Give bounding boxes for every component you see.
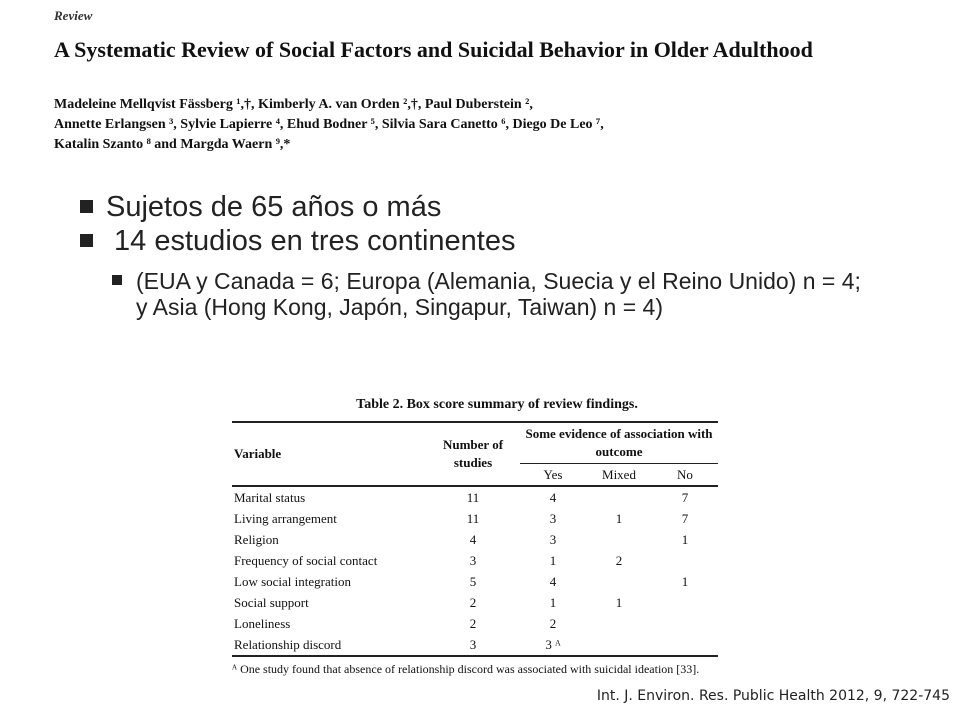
cell-mixed (586, 634, 652, 656)
paper-authors (54, 95, 914, 155)
cell-no (652, 634, 718, 656)
cell-yes: 1 (549, 594, 557, 610)
table-caption: Table 2. Box score summary of review findings. (356, 397, 638, 412)
cell-variable: Marital status (234, 489, 306, 505)
table-row (232, 592, 718, 613)
cell-number: 11 (466, 510, 480, 526)
cell-yes: 4 (549, 573, 557, 589)
authors-line-3: Katalin Szanto ⁸ and Margda Waern ⁹,* (54, 137, 291, 152)
cell-variable: Religion (234, 531, 279, 547)
square-bullet-icon (112, 275, 122, 285)
cell-no (652, 550, 718, 571)
table-row (232, 550, 718, 571)
cell-number: 11 (466, 489, 480, 505)
cell-yes: 1 (549, 552, 557, 568)
cell-no: 1 (681, 531, 689, 547)
cell-mixed (586, 529, 652, 550)
cell-variable: Social support (234, 594, 309, 610)
cell-no: 7 (681, 489, 689, 505)
header-evidence: Some evidence of association with outcome (520, 422, 718, 464)
findings-table-figure (232, 397, 722, 677)
cell-mixed: 2 (615, 552, 623, 568)
bullet-item (76, 190, 876, 224)
cell-variable: Low social integration (234, 573, 351, 589)
header-yes: Yes (543, 466, 563, 482)
bullet-list (76, 190, 876, 320)
cell-variable: Loneliness (234, 615, 291, 631)
cell-yes: 3 (549, 510, 557, 526)
bullet-item (76, 224, 876, 258)
header-number-of-studies: Number of studies (442, 437, 504, 470)
table-row (232, 486, 718, 508)
review-tag: Review (54, 8, 93, 23)
cell-mixed (586, 613, 652, 634)
bullet-text: 14 estudios en tres continentes (106, 225, 516, 257)
cell-no (652, 592, 718, 613)
header-variable: Variable (234, 446, 282, 461)
cell-variable: Living arrangement (234, 510, 337, 526)
cell-mixed (586, 571, 652, 592)
table-row (232, 508, 718, 529)
cell-no: 7 (681, 510, 689, 526)
cell-mixed (586, 486, 652, 508)
authors-line-1: Madeleine Mellqvist Fässberg ¹,†, Kimberly A. van Orden ²,†, Paul Duberstein ², (54, 97, 533, 112)
sub-bullet-text: (EUA y Canada = 6; Europa (Alemania, Suecia y el Reino Unido) n = 4; y Asia (Hong Kong, Japón, Singapur, Taiwan) n = 4) (136, 268, 861, 320)
cell-number: 3 (469, 636, 477, 652)
table-footnote: ᴬ One study found that absence of relationship discord was associated with suicidal ideation [33]. (232, 662, 700, 676)
cell-number: 3 (469, 552, 477, 568)
cell-mixed: 1 (615, 510, 623, 526)
table-row (232, 571, 718, 592)
bullet-text: Sujetos de 65 años o más (106, 191, 442, 223)
table-row (232, 634, 718, 656)
cell-no (652, 613, 718, 634)
table-row (232, 613, 718, 634)
cell-yes: 3 (549, 531, 557, 547)
square-bullet-icon (80, 200, 93, 213)
authors-line-2: Annette Erlangsen ³, Sylvie Lapierre ⁴, Ehud Bodner ⁵, Silvia Sara Canetto ⁶, Diego De Leo ⁷, (54, 117, 604, 132)
header-mixed: Mixed (602, 466, 636, 482)
table-row (232, 529, 718, 550)
cell-no: 1 (681, 573, 689, 589)
cell-yes: 2 (549, 615, 557, 631)
cell-mixed: 1 (615, 594, 623, 610)
cell-number: 2 (469, 615, 477, 631)
cell-number: 2 (469, 594, 477, 610)
paper-title: A Systematic Review of Social Factors and Suicidal Behavior in Older Adulthood (54, 37, 813, 62)
cell-yes: 4 (549, 489, 557, 505)
square-bullet-icon (80, 234, 93, 247)
cell-variable: Frequency of social contact (234, 552, 378, 568)
citation: Int. J. Environ. Res. Public Health 2012, 9, 722-745 (596, 688, 950, 704)
findings-table (232, 421, 718, 657)
cell-variable: Relationship discord (234, 636, 342, 652)
header-no: No (677, 466, 693, 482)
sub-bullet-item (76, 268, 876, 320)
cell-number: 5 (469, 573, 477, 589)
cell-number: 4 (469, 531, 477, 547)
cell-yes: 3 ᴬ (545, 636, 561, 652)
